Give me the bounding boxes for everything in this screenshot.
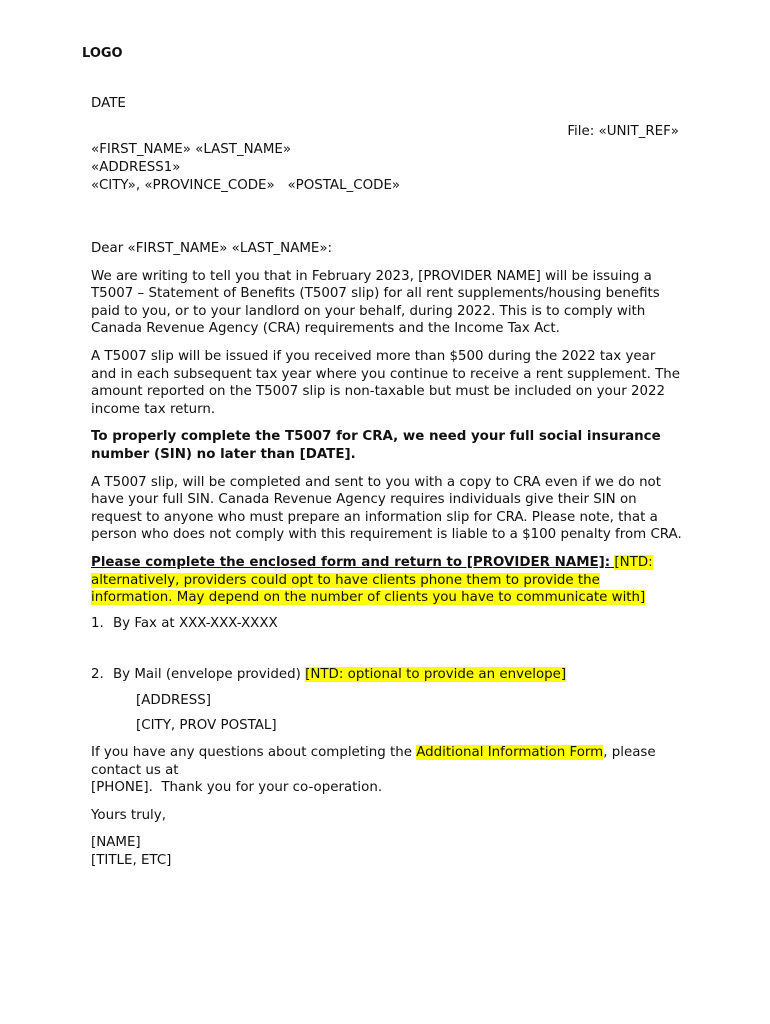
ntd-note-phone: [NTD: alternatively, providers could opt to have clients phone them to provide the information. May depend on the number of clients you have to communicate with] [91,554,653,606]
additional-information-form-highlight: Additional Information Form [416,745,604,761]
list-item-mail [91,666,683,684]
date-field: DATE [91,96,126,111]
fax-instruction: By Fax at XXX-XXX-XXXX [113,615,278,631]
logo: LOGO [82,46,123,61]
questions-text-pre: If you have any questions about completing the [91,745,417,761]
signer-title: [TITLE, ETC] [91,853,172,869]
list-number: 1. [91,615,104,631]
paragraph-sin-requirement: A T5007 slip, will be completed and sent to you with a copy to CRA even if we do not have your full SIN. Canada Revenue Agency requires individuals give their SIN on request to anyone who must prepare an information slip for CRA. Please note, that a person who does not comply with this requirement is liable to a $100 penalty from CRA. [91,474,682,543]
list-item-fax [91,615,683,633]
mail-address: [ADDRESS] [136,692,211,708]
file-reference: File: «UNIT_REF» [567,124,679,139]
questions-text-post: , please contact us at [91,745,656,778]
paragraph-intro: We are writing to tell you that in February 2023, [PROVIDER NAME] will be issuing a T5007 – Statement of Benefits (T5007 slip) for all rent supplements/housing benefits paid to you, or to your landlord on your behalf, during 2022. This is to comply with Canada Revenue Agency (CRA) requirements and the Income Tax Act. [91,268,660,337]
salutation: Dear «FIRST_NAME» «LAST_NAME»: [91,241,333,256]
paragraph-sin-request: To properly complete the T5007 for CRA, we need your full social insurance number (SIN) no later than [DATE]. [91,429,661,462]
list-number: 2. [91,667,104,683]
recipient-address [91,141,400,195]
recipient-name: «FIRST_NAME» «LAST_NAME» [91,142,292,157]
letter-body [91,240,683,880]
signature-block [91,834,683,869]
paragraph-return-instructions [91,554,683,607]
mail-city: [CITY, PROV POSTAL] [136,718,277,734]
mail-instruction: By Mail (envelope provided) [113,667,306,683]
recipient-city-line: «CITY», «PROVINCE_CODE» «POSTAL_CODE» [91,178,401,193]
closing: Yours truly, [91,807,166,823]
paragraph-threshold: A T5007 slip will be issued if you received more than $500 during the 2022 tax year and in each subsequent tax year where you continue to receive a rent supplement. The amount reported on the T5007 slip is non-taxable but must be included on your 2022 income tax return. [91,348,681,417]
paragraph-questions [91,744,683,797]
recipient-address1: «ADDRESS1» [91,160,181,175]
return-instructions-heading: Please complete the enclosed form and return to [PROVIDER NAME]: [91,554,611,570]
questions-phone-line: [PHONE]. Thank you for your co-operation. [91,780,383,796]
ntd-note-envelope: [NTD: optional to provide an envelope] [305,667,567,683]
signer-name: [NAME] [91,835,141,851]
